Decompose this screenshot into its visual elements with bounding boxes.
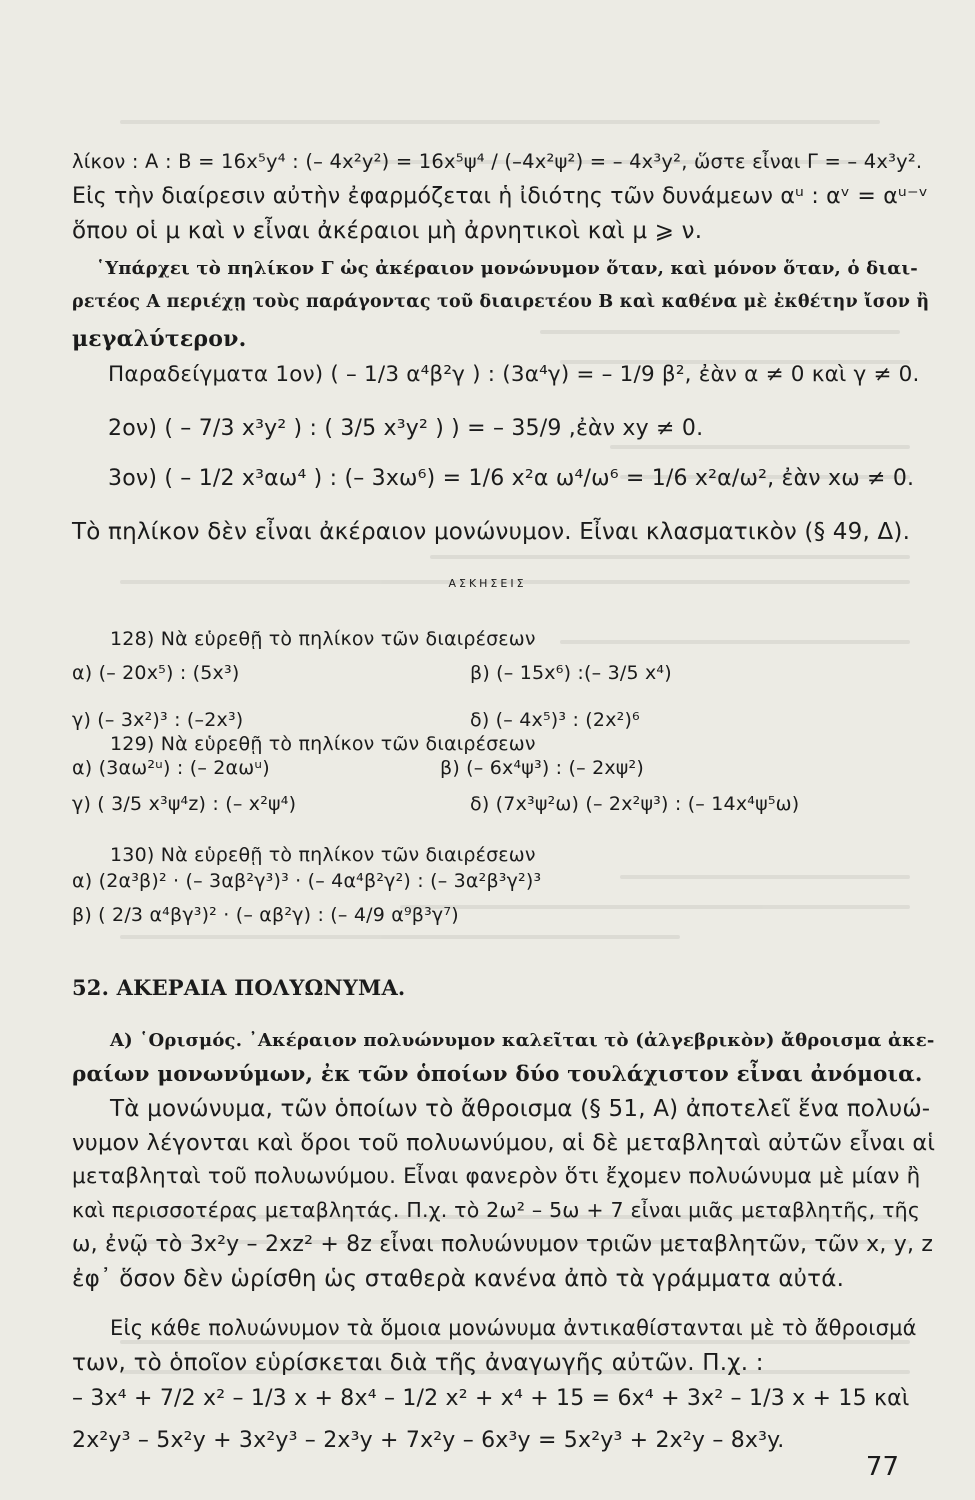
definition-line: ραίων μονωνύμων, ἐκ τῶν ὁποίων δύο τουλάχιστον εἶναι ἀνόμοια. <box>72 1062 923 1087</box>
exercise-item: γ) ( 3/5 x³ψ⁴z) : (– x²ψ⁴) <box>72 793 297 815</box>
page-number: 77 <box>865 1452 899 1482</box>
exercise-item: α) (3αω²ᵘ) : (– 2αωᵘ) <box>72 757 270 779</box>
exercise-item: β) (– 15x⁶) :(– 3/5 x⁴) <box>470 662 672 684</box>
exercise-item: β) (– 6x⁴ψ³) : (– 2xψ²) <box>440 757 644 779</box>
exercise-item: α) (2α³β)² · (– 3αβ²γ³)³ · (– 4α⁴β²γ²) : (– 3α²β³γ²)³ <box>72 870 542 892</box>
exercise-128: 128) Νὰ εὑρεθῇ τὸ πηλίκον τῶν διαιρέσεων <box>110 628 536 650</box>
theorem-line: μεγαλύτερον. <box>72 326 247 352</box>
exercise-item: δ) (7x³ψ²ω) (– 2x²ψ³) : (– 14x⁴ψ⁵ω) <box>470 793 800 815</box>
definition-line: Α) ῾Ορισμός. ᾿Ακέραιον πολυώνυμον καλεῖται τὸ (ἀλγεβρικὸν) ἄθροισμα ἀκε- <box>110 1030 935 1051</box>
exercises-heading: ΑΣΚΗΣΕΙΣ <box>448 577 527 590</box>
paragraph-line: νυμον λέγονται καὶ ὅροι τοῦ πολυωνύμου, αἱ δὲ μεταβληταὶ αὐτῶν εἶναι αἱ <box>72 1130 936 1156</box>
exercise-item: β) ( 2/3 α⁴βγ³)² · (– αβ²γ) : (– 4/9 α⁹β³γ⁷) <box>72 904 459 926</box>
equation-line: – 3x⁴ + 7/2 x² – 1/3 x + 8x⁴ – 1/2 x² + x⁴ + 15 = 6x⁴ + 3x² – 1/3 x + 15 καὶ <box>72 1386 910 1411</box>
paragraph-line: ἐφ᾿ ὅσον δὲν ὡρίσθη ὡς σταθερὰ κανένα ἀπὸ τὰ γράμματα αὐτά. <box>72 1266 845 1292</box>
exercise-130: 130) Νὰ εὑρεθῇ τὸ πηλίκον τῶν διαιρέσεων <box>110 844 536 866</box>
paragraph-line: μεταβληταὶ τοῦ πολυωνύμου. Εἶναι φανερὸν ὅτι ἔχομεν πολυώνυμα μὲ μίαν ἢ <box>72 1164 921 1189</box>
exercise-129: 129) Νὰ εὑρεθῇ τὸ πηλίκον τῶν διαιρέσεων <box>110 733 536 755</box>
text-line: Εἰς τὴν διαίρεσιν αὐτὴν ἐφαρμόζεται ἡ ἰδιότης τῶν δυνάμεων αᵘ : αᵛ = αᵘ⁻ᵛ <box>72 184 929 209</box>
paragraph-line: των, τὸ ὁποῖον εὑρίσκεται διὰ τῆς ἀναγωγῆς αὐτῶν. Π.χ. : <box>72 1350 764 1376</box>
theorem-line: ῾Υπάρχει τὸ πηλίκον Γ ὡς ἀκέραιον μονώνυμον ὅταν, καὶ μόνον ὅταν, ὁ διαι- <box>96 258 918 279</box>
text-line: Τὸ πηλίκον δὲν εἶναι ἀκέραιον μονώνυμον. Εἶναι κλασματικὸν (§ 49, Δ). <box>72 519 911 545</box>
text-line: ὅπου οἱ μ καὶ ν εἶναι ἀκέραιοι μὴ ἀρνητικοὶ καὶ μ ⩾ ν. <box>72 218 703 244</box>
paragraph-line: ω, ἐνῷ τὸ 3x²y – 2xz² + 8z εἶναι πολυώνυμον τριῶν μεταβλητῶν, τῶν x, y, z <box>72 1232 934 1257</box>
paragraph-line: καὶ περισσοτέρας μεταβλητάς. Π.χ. τὸ 2ω² – 5ω + 7 εἶναι μιᾶς μεταβλητῆς, τῆς <box>72 1198 921 1222</box>
example-3: 3ον) ( – 1/2 x³αω⁴ ) : (– 3xω⁶) = 1/6 x²α ω⁴/ω⁶ = 1/6 x²α/ω², ἐὰν xω ≠ 0. <box>108 466 915 491</box>
continuation-line: λίκον : Α : Β = 16x⁵y⁴ : (– 4x²y²) = 16x⁵ψ⁴ / (–4x²ψ²) = – 4x³y², ὥστε εἶναι Γ = – 4x³y². <box>72 150 923 173</box>
section-heading: 52. ΑΚΕΡΑΙΑ ΠΟΛΥΩΝΥΜΑ. <box>72 975 406 1000</box>
theorem-line: ρετέος Α περιέχῃ τοὺς παράγοντας τοῦ διαιρετέου Β καὶ καθένα μὲ ἐκθέτην ἴσον ἢ <box>72 292 930 312</box>
paragraph-line: Τὰ μονώνυμα, τῶν ὁποίων τὸ ἄθροισμα (§ 51, Α) ἀποτελεῖ ἕνα πολυώ- <box>110 1096 931 1122</box>
example-1: Παραδείγματα 1ον) ( – 1/3 α⁴β²γ ) : (3α⁴γ) = – 1/9 β², ἐὰν α ≠ 0 καὶ γ ≠ 0. <box>108 362 920 387</box>
equation-line: 2x²y³ – 5x²y + 3x²y³ – 2x³y + 7x²y – 6x³y = 5x²y³ + 2x²y – 8x³y. <box>72 1428 785 1453</box>
paragraph-line: Εἰς κάθε πολυώνυμον τὰ ὅμοια μονώνυμα ἀντικαθίστανται μὲ τὸ ἄθροισμά <box>110 1316 917 1340</box>
example-2: 2ον) ( – 7/3 x³y² ) : ( 3/5 x³y² ) ) = – 35/9 ,ἐὰν xy ≠ 0. <box>108 416 704 441</box>
exercise-item: α) (– 20x⁵) : (5x³) <box>72 662 240 684</box>
exercise-item: δ) (– 4x⁵)³ : (2x²)⁶ <box>470 709 640 731</box>
exercise-item: γ) (– 3x²)³ : (–2x³) <box>72 709 244 731</box>
